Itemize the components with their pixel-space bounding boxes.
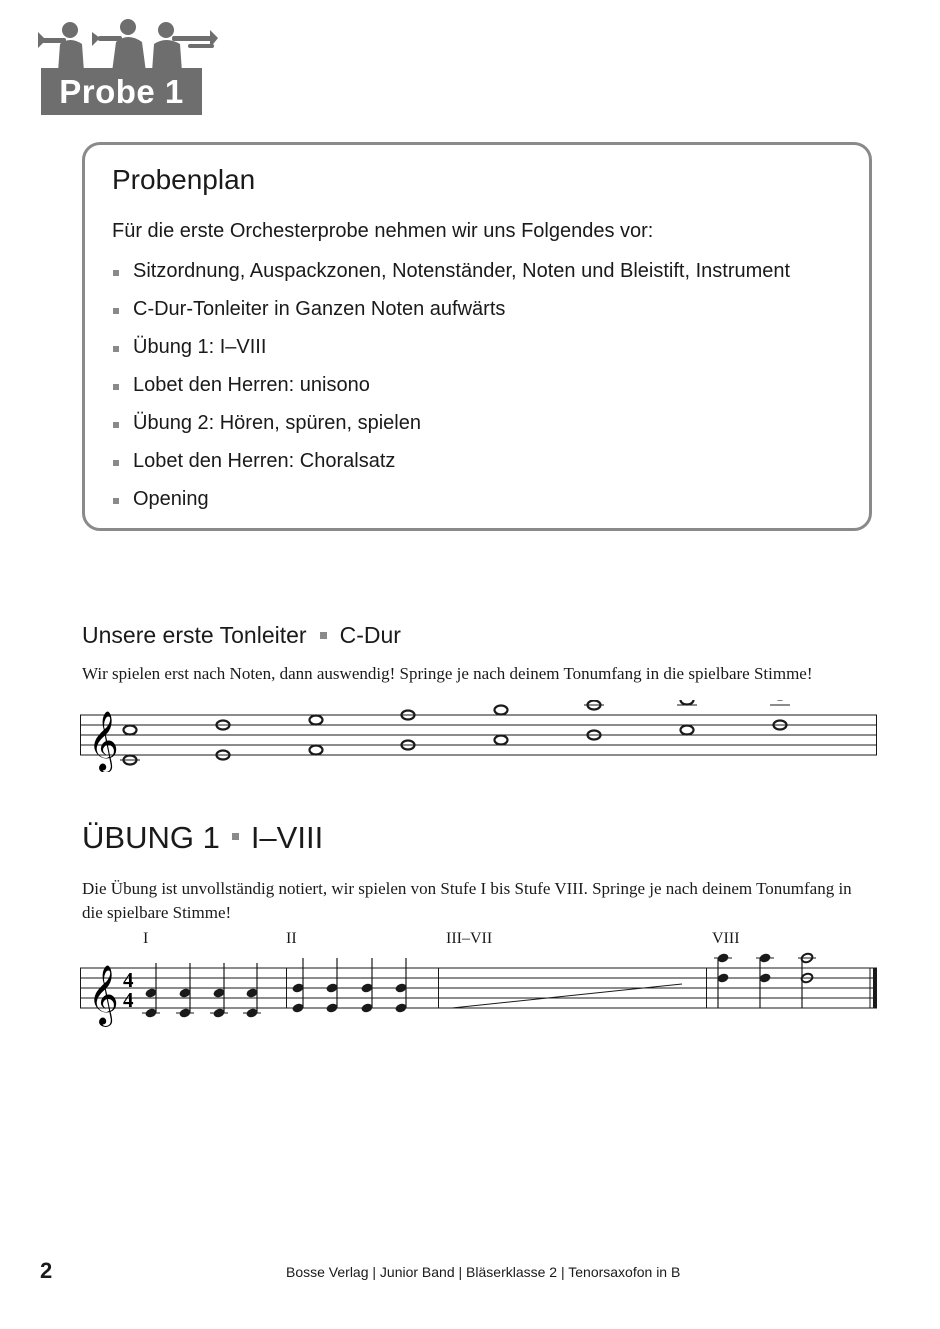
whole-note: [681, 700, 694, 705]
scale-subtitle: C-Dur: [339, 622, 401, 648]
square-bullet-icon: [113, 460, 119, 466]
stage-label: II: [286, 930, 297, 947]
whole-note: [124, 726, 137, 735]
square-bullet-icon: [113, 384, 119, 390]
exercise1-staff: [80, 940, 880, 1030]
exercise1-subtitle: I–VIII: [250, 820, 324, 855]
whole-note: [495, 706, 508, 715]
plan-item-label: C-Dur-Tonleiter in Ganzen Noten aufwärts: [133, 298, 506, 320]
plan-item-label: Opening: [133, 488, 209, 510]
plan-item: [112, 480, 790, 518]
plan-item: [112, 252, 790, 290]
square-bullet-icon: [113, 308, 119, 314]
scale-section-title: [82, 622, 401, 649]
whole-note: [310, 716, 323, 725]
plan-title: Probenplan: [112, 164, 256, 195]
wind-musicians-silhouette-icon: [38, 18, 218, 72]
plan-item: [112, 290, 790, 328]
exercise1-notes: [142, 952, 816, 1018]
plan-list: [112, 252, 790, 518]
plan-item: [112, 366, 790, 404]
square-separator-icon: [320, 632, 327, 639]
stage-label: III–VII: [446, 930, 493, 947]
plan-item: [112, 328, 790, 366]
whole-note: [495, 736, 508, 745]
time-signature-denominator: 4: [123, 988, 134, 1012]
scale-title-text: Unsere erste Tonleiter: [82, 622, 307, 648]
scale-staff: [80, 700, 880, 772]
plan-item: [112, 442, 790, 480]
plan-item-label: Lobet den Herren: Choralsatz: [133, 450, 396, 472]
page-number: 2: [40, 1258, 53, 1283]
plan-item-label: Lobet den Herren: unisono: [133, 374, 370, 396]
chapter-badge: Probe 1: [41, 68, 202, 115]
square-bullet-icon: [113, 270, 119, 276]
exercise1-description: Die Übung ist unvollständig notiert, wir spielen von Stufe I bis Stufe VIII. Springe je nach deinem Tonumfang in die spielbare Stimme!: [82, 879, 852, 922]
exercise1-title-text: ÜBUNG 1: [82, 820, 220, 855]
square-bullet-icon: [113, 498, 119, 504]
plan-item: [112, 404, 790, 442]
plan-item-label: Sitzordnung, Auspackzonen, Notenständer, Noten und Bleistift, Instrument: [133, 260, 791, 282]
plan-intro: Für die erste Orchesterprobe nehmen wir uns Folgendes vor:: [112, 220, 654, 242]
treble-clef-icon: 𝄞: [88, 967, 119, 1024]
plan-item-label: Übung 2: Hören, spüren, spielen: [133, 412, 421, 434]
plan-item-label: Übung 1: I–VIII: [133, 336, 267, 358]
whole-note: [310, 746, 323, 755]
whole-note: [681, 726, 694, 735]
square-bullet-icon: [113, 422, 119, 428]
scale-description: Wir spielen erst nach Noten, dann auswendig! Springe je nach deinem Tonumfang in die spielbare Stimme!: [82, 664, 813, 683]
square-bullet-icon: [113, 346, 119, 352]
square-separator-icon: [232, 833, 239, 840]
stage-label: VIII: [712, 930, 740, 947]
treble-clef-icon: 𝄞: [88, 713, 119, 770]
stage-label: I: [143, 930, 149, 947]
time-signature-numerator: 4: [123, 968, 134, 992]
exercise1-title: [82, 820, 323, 856]
footer-publisher-line: Bosse Verlag | Junior Band | Bläserklasse 2 | Tenorsaxofon in B: [286, 1264, 681, 1280]
